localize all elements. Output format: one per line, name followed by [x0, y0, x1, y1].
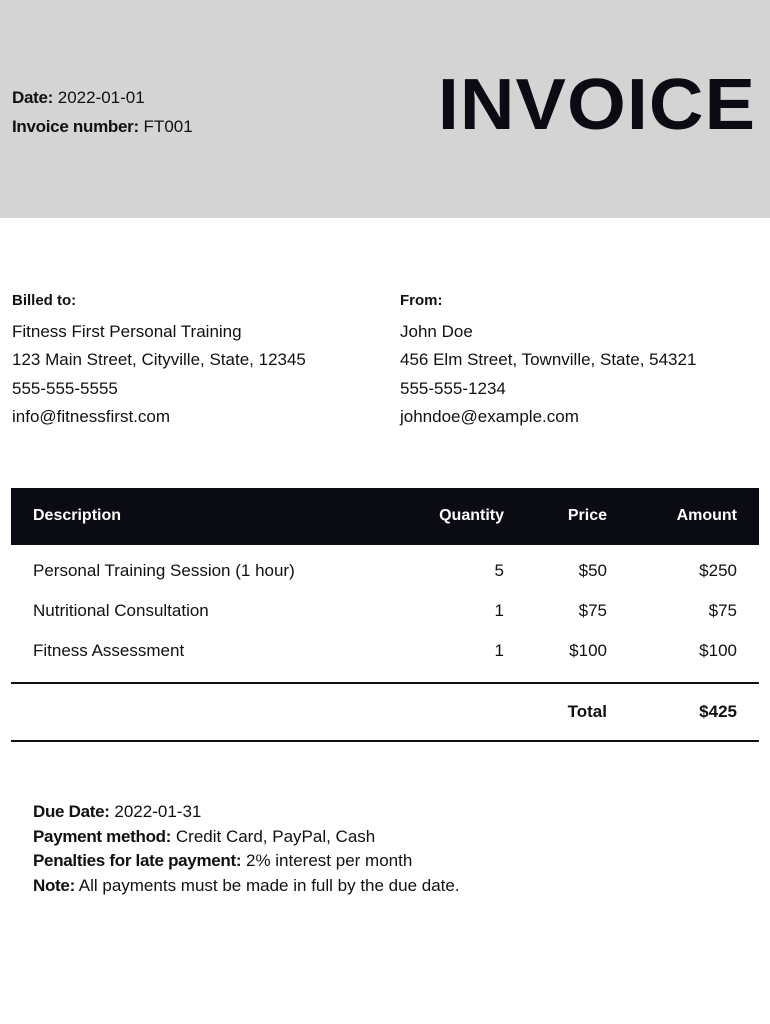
penalty-label: Penalties for late payment: — [33, 851, 242, 870]
billed-to-address: 123 Main Street, Cityville, State, 12345 — [12, 350, 306, 369]
row-amount: $100 — [699, 641, 737, 660]
penalty-line — [33, 849, 460, 874]
due-date-line — [33, 800, 460, 825]
row-description: Personal Training Session (1 hour) — [33, 561, 295, 580]
date-label: Date: — [12, 88, 54, 107]
due-date-value: 2022-01-31 — [114, 802, 202, 821]
billed-to-phone: 555-555-5555 — [12, 378, 118, 398]
billed-to-email: info@fitnessfirst.com — [12, 407, 171, 426]
table-row — [11, 595, 759, 635]
invoice-title: INVOICE — [437, 65, 756, 145]
row-description: Fitness Assessment — [33, 641, 185, 660]
from-heading: From: — [400, 292, 443, 309]
note-line — [33, 874, 460, 899]
note-value: All payments must be made in full by the due date. — [78, 875, 460, 895]
date-line — [12, 83, 193, 112]
col-amount-header: Amount — [676, 507, 737, 524]
table-header — [11, 488, 759, 545]
invoice-number-line — [12, 112, 193, 141]
total-value: $425 — [699, 702, 737, 721]
payment-notes — [33, 800, 460, 898]
total-row — [11, 700, 759, 730]
col-quantity-header: Quantity — [439, 507, 504, 524]
invoice-number-label: Invoice number: — [12, 117, 139, 136]
total-label: Total — [567, 702, 607, 721]
row-amount: $250 — [699, 561, 737, 580]
invoice-header — [0, 0, 770, 218]
col-description-header: Description — [33, 507, 122, 524]
from-phone: 555-555-1234 — [400, 378, 506, 398]
row-quantity: 5 — [494, 561, 504, 580]
billed-to-name: Fitness First Personal Training — [12, 321, 242, 341]
billed-to-heading: Billed to: — [12, 292, 77, 309]
row-quantity: 1 — [494, 641, 504, 660]
date-value: 2022-01-01 — [57, 88, 145, 107]
row-price: $100 — [569, 641, 607, 660]
row-price: $75 — [578, 601, 607, 620]
invoice-number-value: FT001 — [143, 117, 193, 136]
table-row — [11, 555, 759, 595]
table-body — [11, 545, 759, 675]
from-address: 456 Elm Street, Townville, State, 54321 — [400, 350, 697, 369]
due-date-label: Due Date: — [33, 802, 110, 821]
payment-method-label: Payment method: — [33, 826, 172, 846]
line-items-table — [11, 488, 759, 675]
from-email: johndoe@example.com — [400, 407, 579, 426]
from-block — [400, 287, 696, 432]
penalty-value: 2% interest per month — [245, 851, 413, 870]
payment-method-value: Credit Card, PayPal, Cash — [175, 826, 376, 846]
row-price: $50 — [578, 561, 607, 580]
invoice-meta — [12, 83, 193, 141]
total-top-divider — [11, 682, 759, 684]
table-row — [11, 635, 759, 675]
payment-method-line — [33, 825, 460, 850]
note-label: Note: — [33, 875, 75, 895]
row-description: Nutritional Consultation — [33, 601, 209, 620]
row-amount: $75 — [708, 601, 737, 620]
col-price-header: Price — [567, 507, 607, 524]
billed-to-block — [12, 287, 306, 432]
from-name: John Doe — [400, 321, 473, 341]
total-bottom-divider — [11, 740, 759, 742]
row-quantity: 1 — [494, 601, 504, 620]
